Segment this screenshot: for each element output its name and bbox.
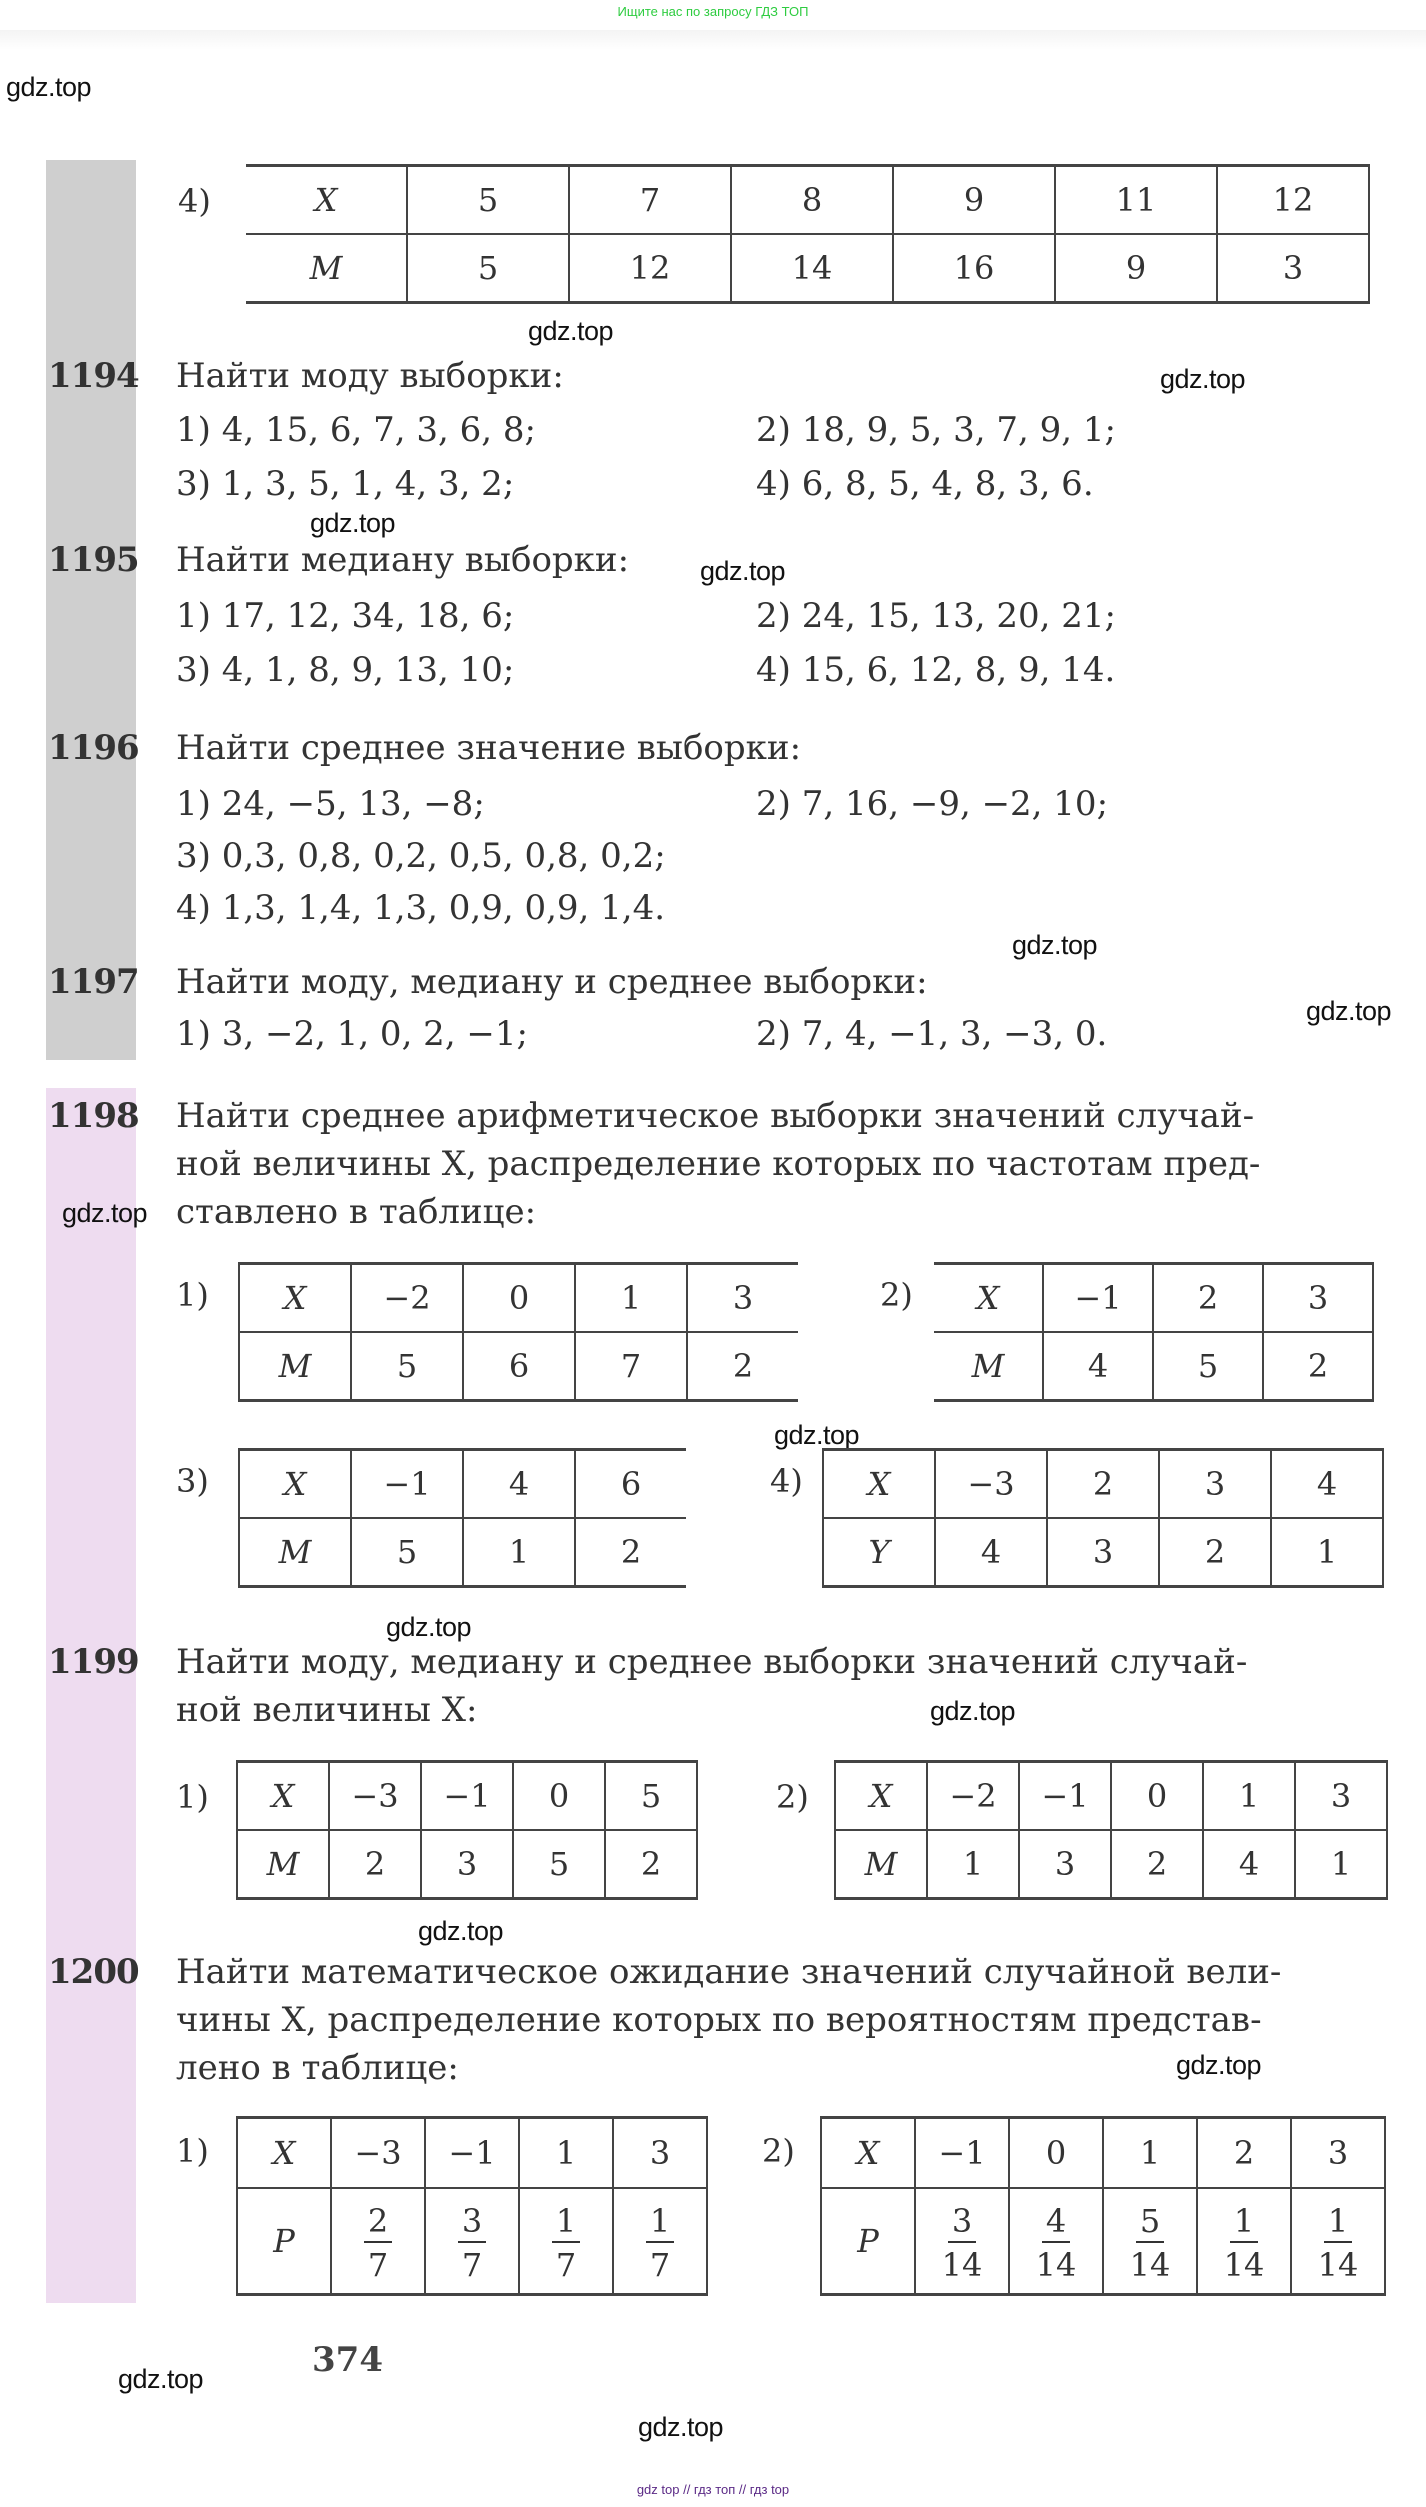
table-label: 2) — [880, 1276, 913, 1314]
table-cell: 11 — [1055, 166, 1217, 235]
table-cell: 9 — [893, 166, 1055, 235]
exercise-title: Найти моду выборки: — [176, 356, 564, 396]
table-cell: −1 — [1019, 1762, 1111, 1831]
watermark: gdz.top — [930, 1696, 1016, 1726]
page-edge — [0, 30, 1426, 50]
table-label: 3) — [176, 1462, 209, 1500]
table-cell: −3 — [935, 1450, 1047, 1519]
table-label: 2) — [762, 2132, 795, 2170]
table-cell: 3 — [687, 1264, 798, 1333]
table-cell: 2 — [687, 1332, 798, 1401]
table-cell: −1 — [421, 1762, 513, 1831]
table-cell: 4 — [1043, 1332, 1153, 1401]
table-cell: 3 — [613, 2118, 707, 2189]
frequency-table-4 — [822, 1448, 1384, 1588]
table-cell: M — [835, 1830, 927, 1899]
table-cell: 6 — [463, 1332, 575, 1401]
table-cell: Y — [823, 1518, 935, 1587]
exercise-title: Найти математическое ожидание значений случайной вели- чины X, распределение которых по вероятностям представ- лено в таблице: — [176, 1952, 1282, 2088]
fraction: $\frac{3}{14}$ — [941, 2201, 983, 2284]
table-cell: X — [239, 1264, 351, 1333]
table-cell: 2 — [1153, 1264, 1263, 1333]
table-cell: 9 — [1055, 234, 1217, 303]
watermark: gdz.top — [1176, 2050, 1262, 2080]
frequency-table-1 — [236, 1760, 698, 1900]
table-cell: 5 — [407, 234, 569, 303]
table-cell: 1 — [519, 2118, 613, 2189]
table-cell: 14 — [731, 234, 893, 303]
table-cell: −1 — [425, 2118, 519, 2189]
top-banner: Ищите нас по запросу ГДЗ ТОП — [617, 4, 809, 19]
fraction: $\frac{1}{14}$ — [1223, 2201, 1265, 2284]
table-cell: 2 — [1197, 2118, 1291, 2189]
table-label: 1) — [176, 1276, 209, 1314]
exercise-item: 2) 7, 16, −9, −2, 10; — [756, 784, 1109, 824]
table-cell: 4 — [1203, 1830, 1295, 1899]
table-cell: 1 — [463, 1518, 575, 1587]
table-cell: 5 — [513, 1830, 605, 1899]
table-cell: 0 — [1009, 2118, 1103, 2189]
watermark: gdz.top — [6, 72, 92, 102]
table-cell: −1 — [915, 2118, 1009, 2189]
table-cell: 1 — [1103, 2118, 1197, 2189]
bottom-banner: gdz top // гдз топ // гдз top — [636, 2482, 790, 2497]
table-cell: X — [823, 1450, 935, 1519]
table-cell: X — [246, 166, 407, 235]
exercise-number: 1196 — [48, 728, 139, 768]
frequency-table-2 — [934, 1262, 1374, 1402]
table-cell: 0 — [463, 1264, 575, 1333]
page-number: 374 — [312, 2340, 383, 2380]
watermark: gdz.top — [418, 1916, 504, 1946]
exercise-title: Найти среднее значение выборки: — [176, 728, 802, 768]
table-cell: M — [237, 1830, 329, 1899]
watermark: gdz.top — [638, 2412, 724, 2442]
table-cell — [331, 2188, 425, 2295]
table-cell: 4 — [935, 1518, 1047, 1587]
table-cell: 2 — [575, 1518, 686, 1587]
exercise-item: 2) 24, 15, 13, 20, 21; — [756, 596, 1116, 636]
table-cell: −2 — [927, 1762, 1019, 1831]
table-cell: −1 — [351, 1450, 463, 1519]
table-cell: 3 — [1159, 1450, 1271, 1519]
fraction: $\frac{3}{7}$ — [458, 2205, 486, 2281]
fraction: $\frac{5}{14}$ — [1129, 2201, 1171, 2284]
exercise-item: 2) 18, 9, 5, 3, 7, 9, 1; — [756, 410, 1116, 450]
fraction: $\frac{2}{7}$ — [364, 2205, 392, 2281]
exercise-item: 4) 1,3, 1,4, 1,3, 0,9, 0,9, 1,4. — [176, 888, 666, 928]
watermark: gdz.top — [700, 556, 786, 586]
table-label: 1) — [176, 2132, 209, 2170]
table-cell: 8 — [731, 166, 893, 235]
prev-frequency-table — [246, 164, 1370, 304]
table-cell: 16 — [893, 234, 1055, 303]
frequency-table-2 — [834, 1760, 1388, 1900]
exercise-item: 1) 24, −5, 13, −8; — [176, 784, 485, 824]
table-cell — [915, 2188, 1009, 2295]
probability-table-2 — [820, 2116, 1386, 2296]
table-cell: 2 — [1159, 1518, 1271, 1587]
exercise-title: Найти медиану выборки: — [176, 540, 630, 580]
exercise-item: 3) 1, 3, 5, 1, 4, 3, 2; — [176, 464, 515, 504]
exercise-item: 4) 6, 8, 5, 4, 8, 3, 6. — [756, 464, 1094, 504]
margin-band-pink — [46, 1088, 136, 2303]
table-cell: −2 — [351, 1264, 463, 1333]
exercise-number: 1198 — [48, 1096, 139, 1136]
table-cell: 5 — [605, 1762, 697, 1831]
table-cell: 6 — [575, 1450, 686, 1519]
table-cell: X — [821, 2118, 915, 2189]
table-cell: 12 — [1217, 166, 1369, 235]
table-label: 2) — [776, 1778, 809, 1816]
table-cell: 0 — [1111, 1762, 1203, 1831]
table-cell: 4 — [463, 1450, 575, 1519]
exercise-title: Найти моду, медиану и среднее выборки значений случай- ной величины X: — [176, 1642, 1248, 1730]
table-cell: 3 — [1047, 1518, 1159, 1587]
exercise-item: 1) 3, −2, 1, 0, 2, −1; — [176, 1014, 529, 1054]
table-cell: −3 — [329, 1762, 421, 1831]
table-cell: 2 — [1047, 1450, 1159, 1519]
table-cell: 3 — [421, 1830, 513, 1899]
table-cell — [613, 2188, 707, 2295]
exercise-item: 4) 15, 6, 12, 8, 9, 14. — [756, 650, 1116, 690]
exercise-number: 1197 — [48, 962, 139, 1002]
table-cell: 2 — [1263, 1332, 1373, 1401]
exercise-item: 3) 4, 1, 8, 9, 13, 10; — [176, 650, 515, 690]
exercise-item: 1) 4, 15, 6, 7, 3, 6, 8; — [176, 410, 536, 450]
table-cell: X — [239, 1450, 351, 1519]
table-cell: 1 — [1295, 1830, 1387, 1899]
watermark: gdz.top — [386, 1612, 472, 1642]
table-cell: X — [835, 1762, 927, 1831]
exercise-title: Найти моду, медиану и среднее выборки: — [176, 962, 928, 1002]
table-cell: 3 — [1291, 2118, 1385, 2189]
table-cell — [1103, 2188, 1197, 2295]
table-cell — [519, 2188, 613, 2295]
table-cell: 1 — [1271, 1518, 1383, 1587]
frequency-table-1 — [238, 1262, 798, 1402]
table-label: 4) — [770, 1462, 803, 1500]
exercise-number: 1200 — [48, 1952, 139, 1992]
table-cell: −3 — [331, 2118, 425, 2189]
table-cell: 3 — [1263, 1264, 1373, 1333]
table-cell: 7 — [575, 1332, 687, 1401]
table-cell: X — [934, 1264, 1043, 1333]
fraction: $\frac{1}{14}$ — [1317, 2201, 1359, 2284]
table-cell: P — [237, 2188, 331, 2295]
watermark: gdz.top — [1306, 996, 1392, 1026]
watermark: gdz.top — [1160, 364, 1246, 394]
table-cell: M — [934, 1332, 1043, 1401]
table-cell — [1197, 2188, 1291, 2295]
table-cell: 2 — [329, 1830, 421, 1899]
exercise-item: 2) 7, 4, −1, 3, −3, 0. — [756, 1014, 1108, 1054]
table-cell: 7 — [569, 166, 731, 235]
fraction: $\frac{1}{7}$ — [646, 2205, 674, 2281]
exercise-number: 1195 — [48, 540, 139, 580]
margin-band-gray — [46, 160, 136, 1060]
table-cell: 2 — [1111, 1830, 1203, 1899]
table-cell: 5 — [351, 1332, 463, 1401]
watermark: gdz.top — [774, 1420, 860, 1450]
table-cell: M — [239, 1518, 351, 1587]
watermark: gdz.top — [1012, 930, 1098, 960]
table-cell: 3 — [1295, 1762, 1387, 1831]
table-cell: 1 — [575, 1264, 687, 1333]
exercise-item: 3) 0,3, 0,8, 0,2, 0,5, 0,8, 0,2; — [176, 836, 666, 876]
probability-table-1 — [236, 2116, 708, 2296]
watermark: gdz.top — [528, 316, 614, 346]
exercise-number: 1199 — [48, 1642, 139, 1682]
table-cell: 12 — [569, 234, 731, 303]
watermark: gdz.top — [118, 2364, 204, 2394]
table-label: 4) — [178, 182, 211, 220]
table-cell: 0 — [513, 1762, 605, 1831]
table-cell: 1 — [1203, 1762, 1295, 1831]
exercise-item: 1) 17, 12, 34, 18, 6; — [176, 596, 515, 636]
table-cell: 3 — [1019, 1830, 1111, 1899]
table-cell: 4 — [1271, 1450, 1383, 1519]
table-cell: 1 — [927, 1830, 1019, 1899]
frequency-table-3 — [238, 1448, 686, 1588]
watermark: gdz.top — [310, 508, 396, 538]
table-cell: 5 — [1153, 1332, 1263, 1401]
table-cell: X — [237, 1762, 329, 1831]
table-cell: X — [237, 2118, 331, 2189]
table-cell: M — [246, 234, 407, 303]
exercise-title: Найти среднее арифметическое выборки значений случай- ной величины X, распределение которых по частотам пред- ставлено в таблице: — [176, 1096, 1261, 1232]
fraction: $\frac{4}{14}$ — [1035, 2201, 1077, 2284]
table-label: 1) — [176, 1778, 209, 1816]
table-cell — [425, 2188, 519, 2295]
table-cell: 5 — [351, 1518, 463, 1587]
watermark: gdz.top — [62, 1198, 148, 1228]
exercise-number: 1194 — [48, 356, 139, 396]
table-cell — [1291, 2188, 1385, 2295]
fraction: $\frac{1}{7}$ — [552, 2205, 580, 2281]
table-cell: M — [239, 1332, 351, 1401]
table-cell — [1009, 2188, 1103, 2295]
table-cell: 2 — [605, 1830, 697, 1899]
table-cell: −1 — [1043, 1264, 1153, 1333]
table-cell: 3 — [1217, 234, 1369, 303]
table-cell: P — [821, 2188, 915, 2295]
table-cell: 5 — [407, 166, 569, 235]
